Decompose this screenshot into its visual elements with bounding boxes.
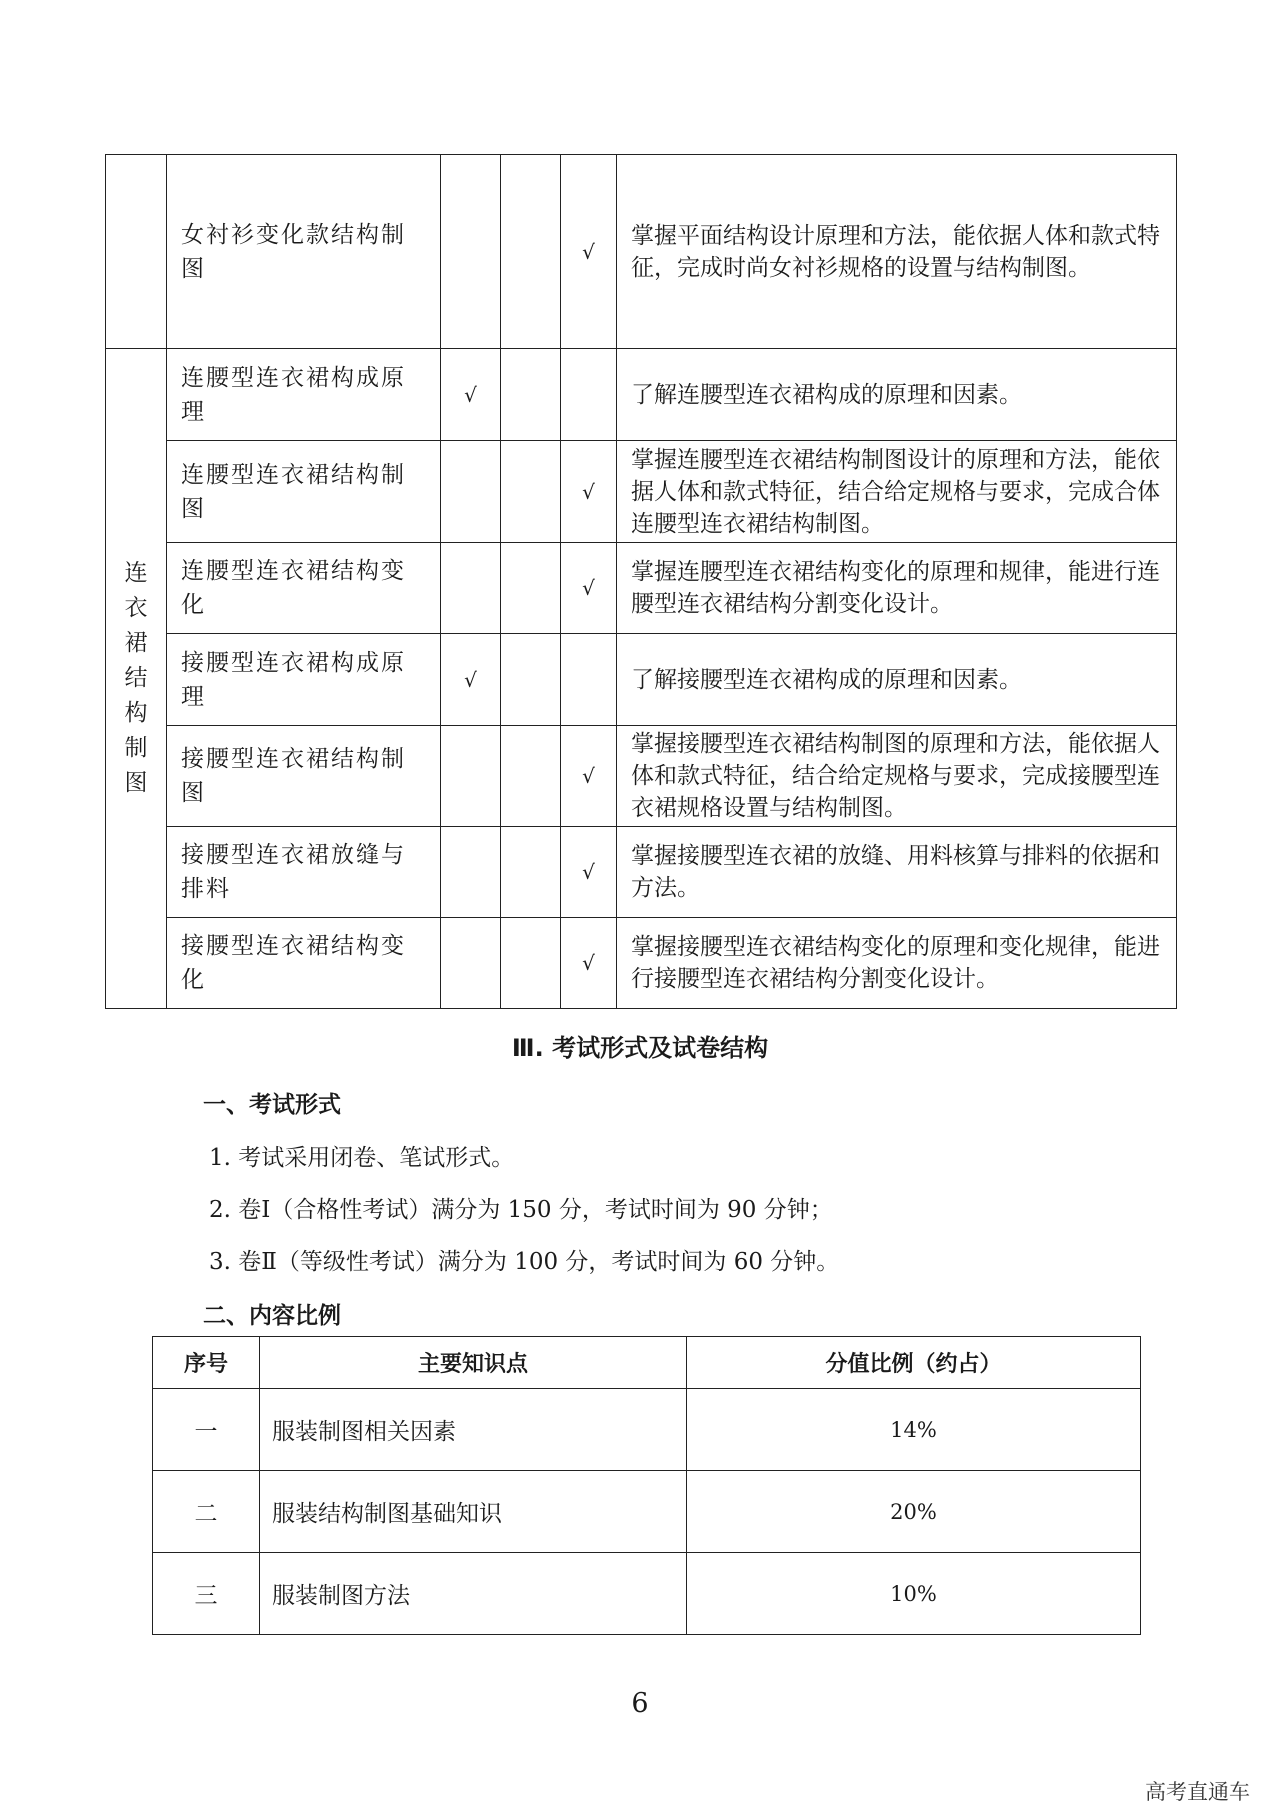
check-mark: √: [582, 576, 595, 600]
level-2-cell: [501, 726, 561, 827]
row-percent: 20%: [687, 1471, 1141, 1553]
requirement-cell: 掌握平面结构设计原理和方法，能依据人体和款式特征，完成时尚女衬衫规格的设置与结构制图。: [617, 155, 1177, 349]
table-row: [106, 634, 1177, 726]
requirement-cell: 了解接腰型连衣裙构成的原理和因素。: [617, 634, 1177, 726]
check-mark: √: [582, 764, 595, 788]
exam-form-title: 一、考试形式: [203, 1092, 341, 1118]
row-knowledge-point: 服装结构制图基础知识: [260, 1471, 687, 1553]
level-3-cell: [561, 349, 617, 441]
table-row: [106, 349, 1177, 441]
level-1-cell: [441, 918, 501, 1009]
row-no: 二: [153, 1471, 260, 1553]
requirement-cell: 掌握接腰型连衣裙的放缝、用料核算与排料的依据和方法。: [617, 827, 1177, 918]
level-2-cell: [501, 441, 561, 543]
check-mark: √: [582, 860, 595, 884]
table-row: [106, 441, 1177, 543]
row-no: 三: [153, 1553, 260, 1635]
table-row: [106, 827, 1177, 918]
level-2-cell: [501, 155, 561, 349]
topic-cell: 接腰型连衣裙结构制图: [167, 726, 441, 827]
table-row: [106, 918, 1177, 1009]
topic-cell: 连腰型连衣裙构成原理: [167, 349, 441, 441]
table-row: [106, 726, 1177, 827]
topic-cell: 接腰型连衣裙放缝与排料: [167, 827, 441, 918]
level-2-cell: [501, 918, 561, 1009]
topic-cell: 连腰型连衣裙结构变化: [167, 543, 441, 634]
check-mark: √: [582, 479, 595, 504]
requirement-cell: 掌握连腰型连衣裙结构制图设计的原理和方法，能依据人体和款式特征，结合给定规格与要求，完成合体连腰型连衣裙结构制图。: [617, 441, 1177, 543]
exam-form-item-3: 3. 卷Ⅱ（等级性考试）满分为 100 分，考试时间为 60 分钟。: [209, 1249, 840, 1275]
requirement-cell: 了解连腰型连衣裙构成的原理和因素。: [617, 349, 1177, 441]
table-row: [153, 1471, 1141, 1553]
level-1-cell: [441, 441, 501, 543]
level-3-cell: [561, 441, 617, 543]
level-2-cell: [501, 634, 561, 726]
level-1-cell: [441, 543, 501, 634]
content-ratio-table: [152, 1336, 1141, 1635]
row-percent: 10%: [687, 1553, 1141, 1635]
unit-cell-empty: [106, 155, 167, 349]
requirement-cell: 掌握接腰型连衣裙结构制图的原理和方法，能依据人体和款式特征，结合给定规格与要求，完成接腰型连衣裙规格设置与结构制图。: [617, 726, 1177, 827]
level-3-cell: [561, 155, 617, 349]
check-mark: √: [464, 382, 477, 407]
exam-form-item-1: 1. 考试采用闭卷、笔试形式。: [209, 1145, 515, 1171]
check-mark: √: [464, 667, 477, 692]
level-2-cell: [501, 349, 561, 441]
level-3-cell: [561, 634, 617, 726]
topic-cell: 接腰型连衣裙结构变化: [167, 918, 441, 1009]
row-percent: 14%: [687, 1389, 1141, 1471]
level-1-cell: [441, 155, 501, 349]
header-score-ratio: 分值比例（约占）: [687, 1337, 1141, 1389]
header-no: 序号: [153, 1337, 260, 1389]
level-1-cell: [441, 827, 501, 918]
section-title: Ⅲ. 考试形式及试卷结构: [511, 1034, 769, 1062]
check-mark: √: [582, 239, 595, 264]
unit-label: 连衣裙结构制图: [124, 560, 148, 796]
table-header-row: [153, 1337, 1141, 1389]
level-1-cell: [441, 349, 501, 441]
table-row: [153, 1389, 1141, 1471]
table-row: [106, 155, 1177, 349]
watermark: 高考直通车: [1145, 1780, 1250, 1804]
level-2-cell: [501, 543, 561, 634]
level-1-cell: [441, 726, 501, 827]
level-3-cell: [561, 543, 617, 634]
level-3-cell: [561, 827, 617, 918]
row-knowledge-point: 服装制图方法: [260, 1553, 687, 1635]
content-ratio-title: 二、内容比例: [203, 1303, 341, 1329]
page-number: 6: [631, 1688, 649, 1719]
table-row: [106, 543, 1177, 634]
topic-cell: 女衬衫变化款结构制图: [167, 155, 441, 349]
topic-cell: 接腰型连衣裙构成原理: [167, 634, 441, 726]
row-knowledge-point: 服装制图相关因素: [260, 1389, 687, 1471]
level-2-cell: [501, 827, 561, 918]
level-3-cell: [561, 726, 617, 827]
requirement-cell: 掌握连腰型连衣裙结构变化的原理和规律，能进行连腰型连衣裙结构分割变化设计。: [617, 543, 1177, 634]
level-3-cell: [561, 918, 617, 1009]
row-no: 一: [153, 1389, 260, 1471]
requirement-cell: 掌握接腰型连衣裙结构变化的原理和变化规律，能进行接腰型连衣裙结构分割变化设计。: [617, 918, 1177, 1009]
exam-form-item-2: 2. 卷Ⅰ（合格性考试）满分为 150 分，考试时间为 90 分钟；: [209, 1197, 833, 1223]
check-mark: √: [582, 951, 595, 975]
header-knowledge-point: 主要知识点: [260, 1337, 687, 1389]
knowledge-requirements-table: [105, 154, 1177, 1009]
level-1-cell: [441, 634, 501, 726]
table-row: [153, 1553, 1141, 1635]
unit-cell: [106, 349, 167, 1009]
topic-cell: 连腰型连衣裙结构制图: [167, 441, 441, 543]
